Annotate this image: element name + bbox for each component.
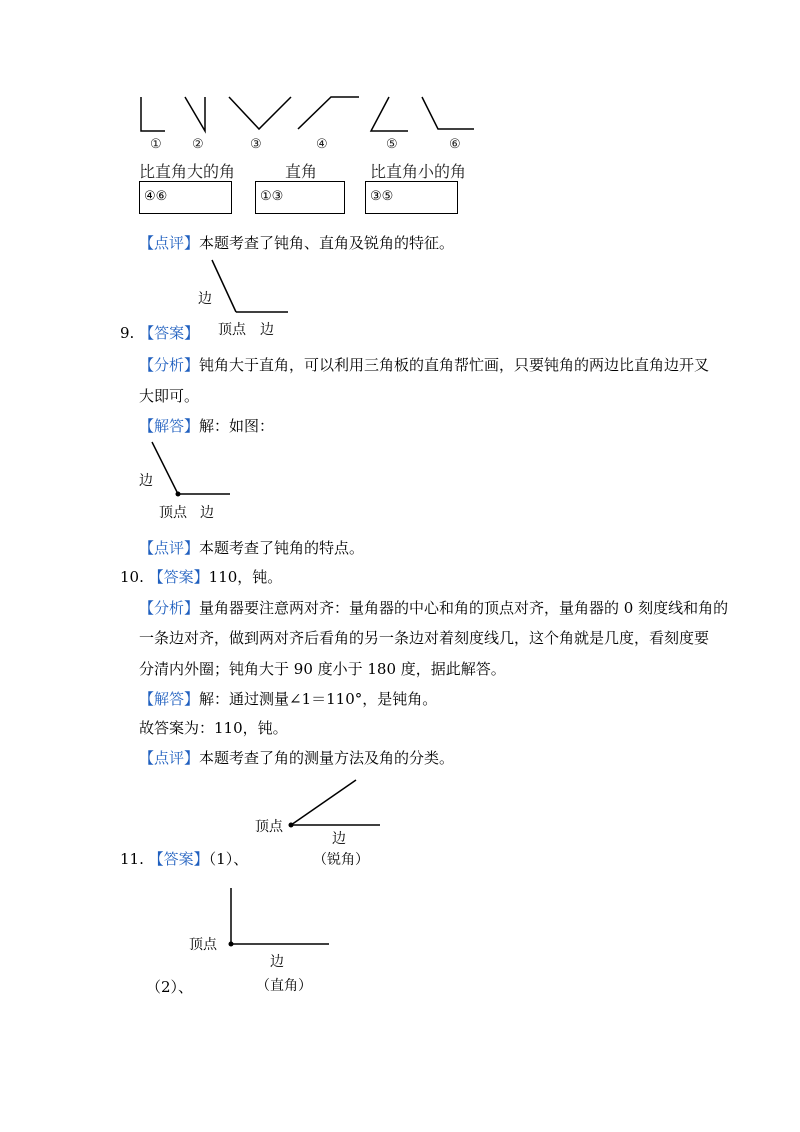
solution-tag: 【解答】 (139, 690, 200, 708)
group-caption-acute: 比直角小的角 (370, 162, 467, 181)
comment-text: 本题考查了角的测量方法及角的分类。 (199, 749, 455, 767)
q11-right-angle-diagram (0, 886, 800, 956)
solution-tag: 【解答】 (139, 417, 200, 435)
angle-shape-3 (229, 97, 291, 129)
q10-final-answer: 故答案为：110，钝。 (139, 719, 288, 737)
q11-right-side-label: 边 (270, 954, 284, 970)
question-number: 11. (120, 850, 144, 868)
q11-acute-side-label: 边 (332, 831, 346, 847)
q9-solution-side2-label: 边 (200, 505, 214, 521)
angle-shape-1 (141, 97, 165, 131)
angle-shape-2 (185, 97, 205, 131)
marker-6: ⑥ (449, 137, 461, 152)
q11-acute-vertex-label: 顶点 (255, 819, 283, 835)
comment-tag: 【点评】 (139, 539, 200, 557)
angle-shape-5 (371, 97, 408, 131)
q9-comment (139, 538, 364, 558)
marker-2: ② (192, 137, 204, 152)
q10-analysis-line1 (139, 598, 728, 618)
answer-tag: 【答案】 (148, 568, 209, 586)
q9-solution-diagram (0, 440, 800, 510)
answer-box-acute: ③⑤ (365, 181, 458, 214)
analysis-text: 量角器要注意两对齐：量角器的中心和角的顶点对齐，量角器的 0 刻度线和角的 (199, 599, 729, 617)
comment-text: 本题考查了钝角、直角及锐角的特征。 (199, 234, 455, 252)
answer-text: 110，钝。 (208, 568, 283, 586)
q9-analysis-line1 (139, 355, 709, 375)
q11-acute-angle-diagram (0, 776, 800, 836)
marker-3: ③ (250, 137, 262, 152)
q9-solution-side-label: 边 (139, 473, 153, 489)
answer-tag: 【答案】 (139, 324, 200, 342)
q9-solution (139, 416, 274, 436)
q10-analysis-line2: 一条边对齐，做到两对齐后看角的另一条边对着刻度线几，这个角就是几度，看刻度要 (139, 629, 710, 647)
q10-comment (139, 748, 454, 768)
q9-answer-vertex-label: 顶点 (218, 322, 246, 338)
angle-shape-4 (298, 97, 359, 129)
angle-shapes (0, 0, 800, 140)
analysis-tag: 【分析】 (139, 599, 200, 617)
comment-tag: 【点评】 (139, 749, 200, 767)
solution-text: 解：通过测量∠1＝110°，是钝角。 (199, 690, 438, 708)
group-caption-obtuse: 比直角大的角 (139, 162, 236, 181)
marker-5: ⑤ (386, 137, 398, 152)
marker-4: ④ (316, 137, 328, 152)
q9-answer-side2-label: 边 (260, 322, 274, 338)
q11-answer-line (120, 849, 248, 869)
angle-shape-6 (422, 97, 474, 129)
q11-acute-caption: （锐角） (313, 852, 369, 868)
q9-solution-vertex-label: 顶点 (159, 505, 187, 521)
analysis-text: 钝角大于直角，可以利用三角板的直角帮忙画，只要钝角的两边比直角边开叉 (199, 356, 710, 374)
group-caption-right: 直角 (285, 162, 318, 181)
comment-tag: 【点评】 (139, 234, 200, 252)
answer-tag: 【答案】 (148, 850, 209, 868)
q9-answer-side-label: 边 (198, 291, 212, 307)
q9-analysis-line2: 大即可。 (139, 387, 200, 405)
q9-answer-line (120, 323, 199, 343)
answer-box-obtuse: ④⑥ (139, 181, 232, 214)
solution-text: 解：如图： (199, 417, 275, 435)
marker-1: ① (150, 137, 162, 152)
comment-8 (139, 233, 454, 253)
q11-right-caption: （直角） (256, 978, 312, 994)
q10-analysis-line3: 分清内外圈；钝角大于 90 度小于 180 度，据此解答。 (139, 660, 506, 678)
q11-right-vertex-label: 顶点 (189, 937, 217, 953)
comment-text: 本题考查了钝角的特点。 (199, 539, 365, 557)
q10-answer-line (120, 567, 282, 587)
q10-solution (139, 689, 437, 709)
q11-part2: （2）、 (146, 978, 194, 996)
answer-box-right: ①③ (255, 181, 345, 214)
question-number: 9. (120, 324, 135, 342)
part1-label: （1）、 (208, 850, 249, 868)
q9-answer-diagram (0, 258, 800, 318)
analysis-tag: 【分析】 (139, 356, 200, 374)
question-number: 10. (120, 568, 144, 586)
